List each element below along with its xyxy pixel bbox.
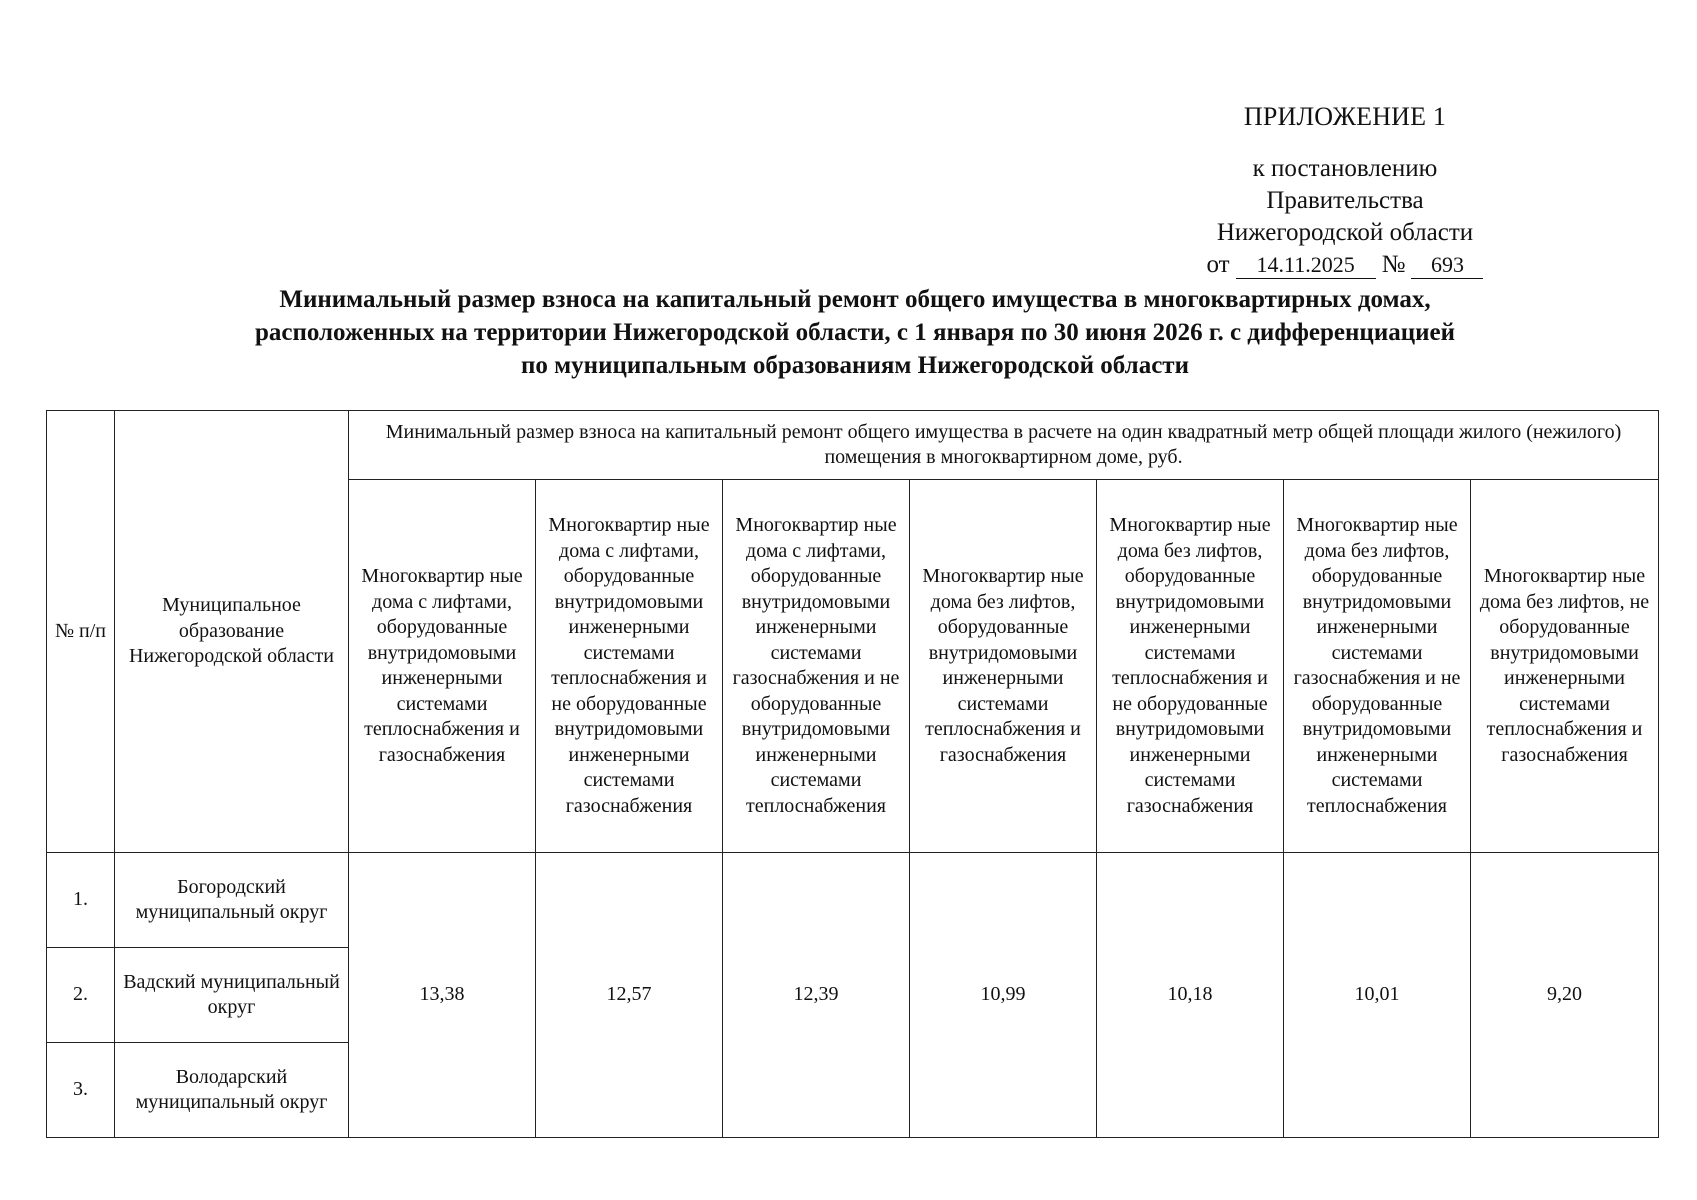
row-municipality: Богородский муниципальный округ <box>115 853 349 948</box>
col-header-5: Многоквартир ные дома без лифтов, оборудованные внутридомовыми инженерными системами теплоснабжения и не оборудованные внутридомовыми инженерными системами газоснабжения <box>1097 480 1284 853</box>
row-municipality: Вадский муниципальный округ <box>115 948 349 1043</box>
value-cell: 9,20 <box>1471 853 1659 1138</box>
col-header-4: Многоквартир ные дома без лифтов, оборудованные внутридомовыми инженерными системами теплоснабжения и газоснабжения <box>910 480 1097 853</box>
row-number: 2. <box>47 948 115 1043</box>
col-header-2: Многоквартир ные дома с лифтами, оборудованные внутридомовыми инженерными системами теплоснабжения и не оборудованные внутридомовыми инженерными системами газоснабжения <box>536 480 723 853</box>
row-number: 1. <box>47 853 115 948</box>
col-header-6: Многоквартир ные дома без лифтов, оборудованные внутридомовыми инженерными системами газоснабжения и не оборудованные внутридомовыми инженерными системами теплоснабжения <box>1284 480 1471 853</box>
table-header-row <box>47 411 1659 480</box>
resolution-line-2: Нижегородской области <box>1216 219 1474 246</box>
from-label: от <box>1206 251 1230 278</box>
row-municipality: Володарский муниципальный округ <box>115 1043 349 1138</box>
value-cell: 10,18 <box>1097 853 1284 1138</box>
value-cell: 12,57 <box>536 853 723 1138</box>
row-number: 3. <box>47 1043 115 1138</box>
fees-table <box>46 410 1659 1138</box>
resolution-number: 693 <box>1411 252 1483 279</box>
resolution-date: 14.11.2025 <box>1236 252 1376 279</box>
document-title-line-1: Минимальный размер взноса на капитальный ремонт общего имущества в многоквартирных домах, <box>279 286 1431 313</box>
appendix-title: ПРИЛОЖЕНИЕ 1 <box>1243 102 1447 131</box>
document-title <box>40 283 1670 382</box>
document-title-line-3: по муниципальным образованиям Нижегородской области <box>521 352 1189 379</box>
group-header: Минимальный размер взноса на капитальный ремонт общего имущества в расчете на один квадратный метр общей площади жилого (нежилого) помещения в многоквартирном доме, руб. <box>349 411 1659 480</box>
value-cell: 10,99 <box>910 853 1097 1138</box>
col-header-3: Многоквартир ные дома с лифтами, оборудованные внутридомовыми инженерными системами газоснабжения и не оборудованные внутридомовыми инженерными системами теплоснабжения <box>723 480 910 853</box>
col-header-1: Многоквартир ные дома с лифтами, оборудованные внутридомовыми инженерными системами теплоснабжения и газоснабжения <box>349 480 536 853</box>
value-cell: 13,38 <box>349 853 536 1138</box>
value-cell: 12,39 <box>723 853 910 1138</box>
resolution-reference <box>1180 153 1510 281</box>
table-row <box>47 853 1659 948</box>
resolution-date-line <box>1180 249 1510 281</box>
number-label: № <box>1381 251 1406 278</box>
col-header-number: № п/п <box>47 411 115 853</box>
col-header-municipality: Муниципальное образование Нижегородской области <box>115 411 349 853</box>
value-cell: 10,01 <box>1284 853 1471 1138</box>
col-header-7: Многоквартир ные дома без лифтов, не оборудованные внутридомовыми инженерными системами теплоснабжения и газоснабжения <box>1471 480 1659 853</box>
resolution-line-1: к постановлению Правительства <box>1252 155 1438 214</box>
document-title-line-2: расположенных на территории Нижегородской области, с 1 января по 30 июня 2026 г. с дифференциацией <box>254 319 1456 346</box>
